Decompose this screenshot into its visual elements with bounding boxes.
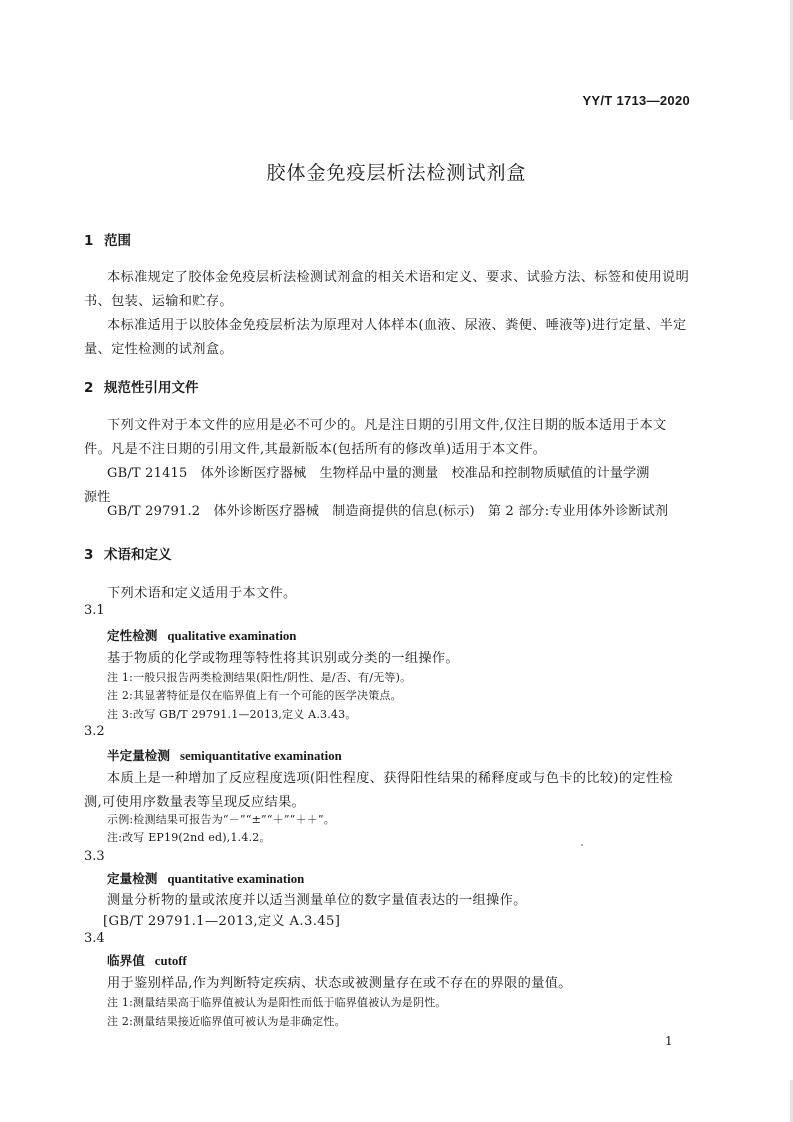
term-en: qualitative examination xyxy=(167,629,297,643)
note: 注 3:改写 GB/T 29791.1—2013,定义 A.3.43。 xyxy=(107,708,357,721)
term-cn: 定性检测 xyxy=(107,628,158,643)
normative-reference: GB/T 21415 体外诊断医疗器械 生物样品中量的测量 校准品和控制物质赋值的计量学溯 xyxy=(107,466,650,481)
note: 注 1:一般只报告两类检测结果(阳性/阴性、是/否、有/无等)。 xyxy=(107,671,412,684)
term-cn: 半定量检测 xyxy=(107,748,170,763)
section-number: 2 xyxy=(84,380,94,396)
term-definition: 基于物质的化学或物理等特性将其识别或分类的一组操作。 xyxy=(107,651,459,666)
document-title: 胶体金免疫层析法检测试剂盒 xyxy=(266,162,527,184)
paragraph-line: 件。凡是不注日期的引用文件,其最新版本(包括所有的修改单)适用于本文件。 xyxy=(84,442,547,457)
section-3-heading xyxy=(84,543,172,563)
term-heading xyxy=(107,950,187,969)
term-number: 3.4 xyxy=(84,931,105,946)
term-heading xyxy=(107,868,304,887)
term-heading xyxy=(107,745,342,764)
paragraph-line: 书、包装、运输和贮存。 xyxy=(84,294,233,309)
page-number: 1 xyxy=(665,1034,673,1048)
section-1-heading xyxy=(84,229,131,249)
paragraph-line: 本标准适用于以胶体金免疫层析法为原理对人体样本(血液、尿液、粪便、唾液等)进行定量、半定 xyxy=(107,318,687,333)
section-title: 规范性引用文件 xyxy=(104,380,199,396)
paragraph-line: 下列术语和定义适用于本文件。 xyxy=(107,586,297,601)
term-definition: 测,可使用序数量表等呈现反应结果。 xyxy=(84,795,306,810)
term-en: quantitative examination xyxy=(167,872,305,886)
term-number: 3.2 xyxy=(84,724,105,739)
section-title: 范围 xyxy=(104,233,131,249)
term-definition: 测量分析物的量或浓度并以适当测量单位的数字量值表达的一组操作。 xyxy=(107,893,527,908)
paragraph-line: 量、定性检测的试剂盒。 xyxy=(84,342,233,357)
term-heading xyxy=(107,625,296,644)
term-en: cutoff xyxy=(154,954,187,968)
section-title: 术语和定义 xyxy=(104,547,172,563)
paragraph-line: 下列文件对于本文件的应用是必不可少的。凡是注日期的引用文件,仅注日期的版本适用于本文 xyxy=(107,418,667,433)
term-definition: 用于鉴别样品,作为判断特定疾病、状态或被测量存在或不存在的界限的量值。 xyxy=(107,976,572,991)
note: 注 1:测量结果高于临界值被认为是阳性而低于临界值被认为是阴性。 xyxy=(107,996,447,1009)
term-en: semiquantitative examination xyxy=(179,749,342,763)
normative-reference: GB/T 29791.2 体外诊断医疗器械 制造商提供的信息(标示) 第 2 部分:专业用体外诊断试剂 xyxy=(107,504,669,519)
section-number: 1 xyxy=(84,233,94,249)
term-definition: 本质上是一种增加了反应程度选项(阳性程度、获得阳性结果的稀释度或与色卡的比较)的定性检 xyxy=(107,771,674,786)
paragraph-line: 本标准规定了胶体金免疫层析法检测试剂盒的相关术语和定义、要求、试验方法、标签和使用说明 xyxy=(107,270,690,285)
term-cn: 定量检测 xyxy=(107,871,158,886)
note: 注 2:测量结果接近临界值可被认为是非确定性。 xyxy=(107,1015,346,1028)
term-cn: 临界值 xyxy=(107,953,145,968)
term-number: 3.1 xyxy=(84,603,105,618)
section-2-heading xyxy=(84,376,199,396)
section-number: 3 xyxy=(84,547,94,563)
standard-number: YY/T 1713—2020 xyxy=(582,93,690,108)
example: 示例:检测结果可报告为“－”“±”“＋”“＋＋”。 xyxy=(107,813,335,826)
scan-speck xyxy=(581,844,583,846)
term-number: 3.3 xyxy=(84,849,105,864)
note: 注:改写 EP19(2nd ed),1.4.2。 xyxy=(107,831,271,844)
normative-reference: 源性 xyxy=(84,490,111,505)
term-source: [GB/T 29791.1—2013,定义 A.3.45] xyxy=(103,914,341,929)
note: 注 2:其显著特征是仅在临界值上有一个可能的医学决策点。 xyxy=(107,689,402,702)
